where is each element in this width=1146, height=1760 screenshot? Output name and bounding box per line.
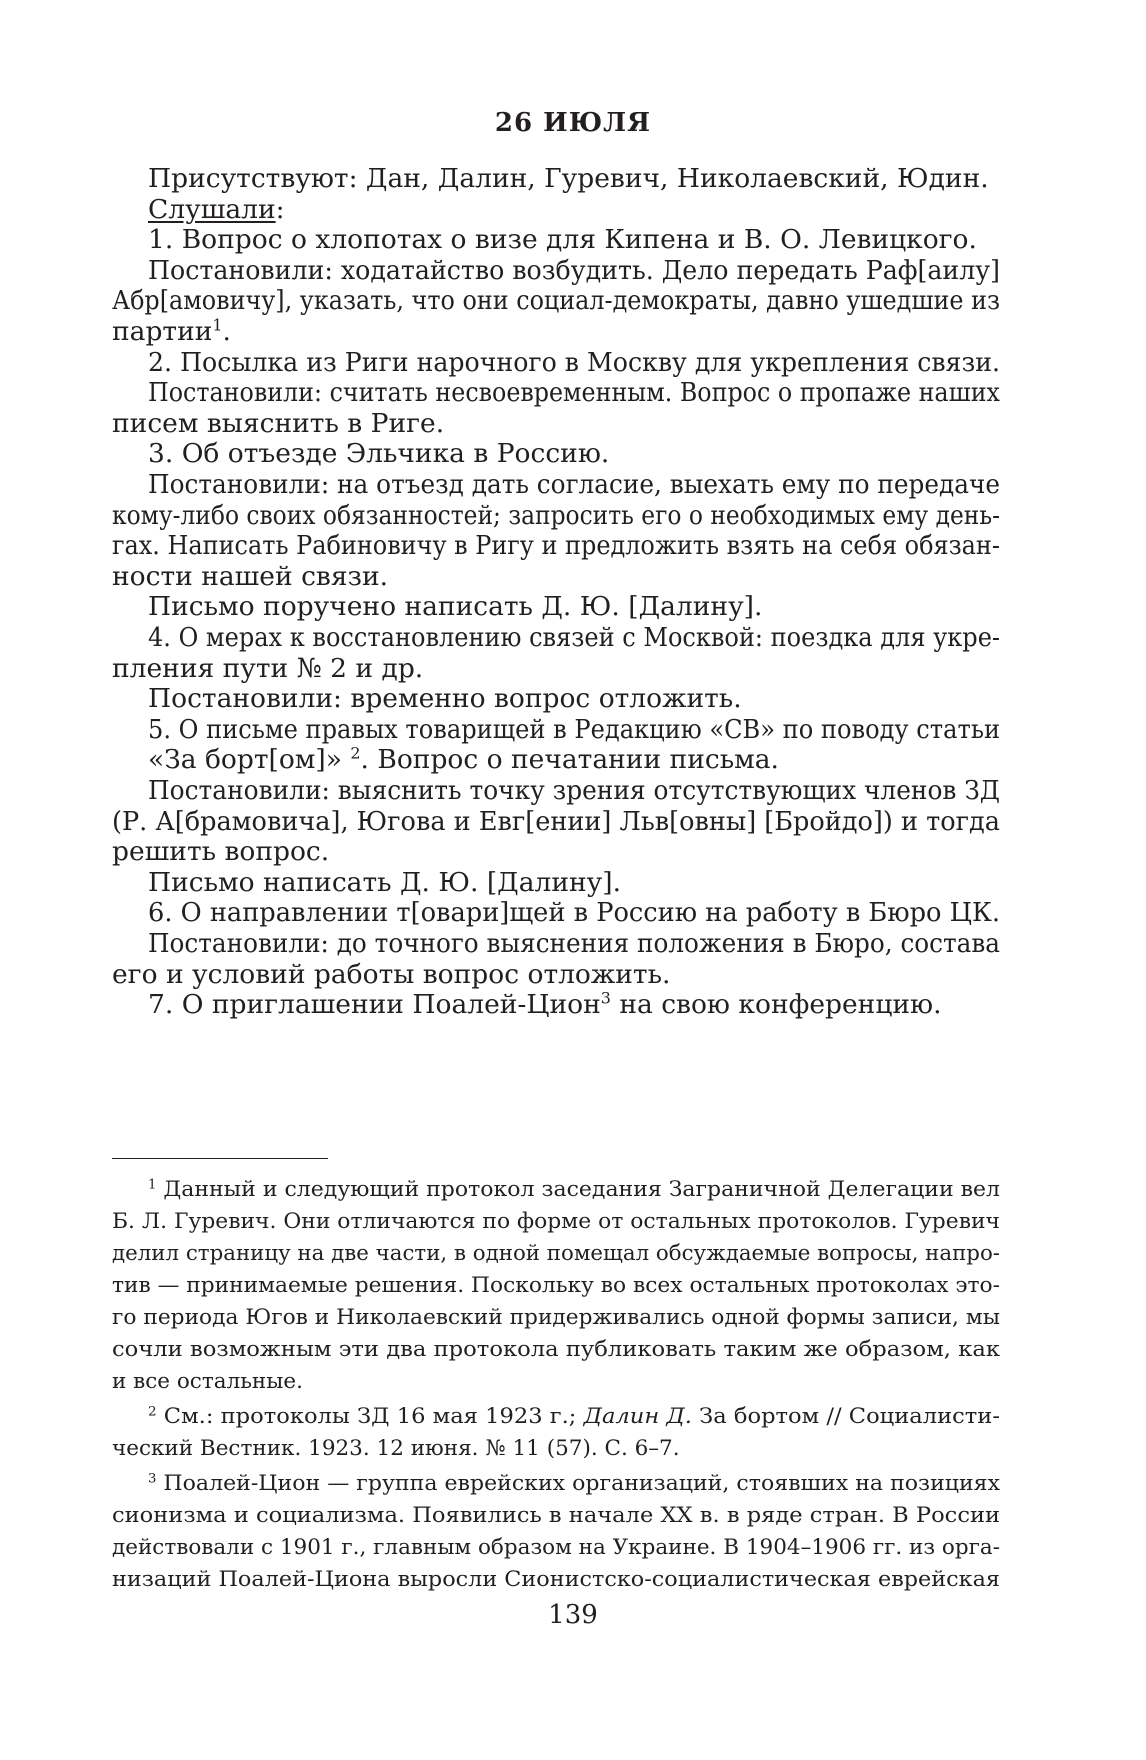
text-run: кому-либо своих обязанностей; запросить его о необходимых ему день- — [112, 499, 1000, 531]
footnote-line — [112, 1536, 1000, 1561]
text-run: 1. Вопрос о хлопотах о визе для Кипена и В. О. Левицкого. — [148, 224, 977, 256]
body-line — [112, 501, 1000, 531]
body-line — [112, 654, 423, 684]
text-run: пления пути № 2 и др. — [112, 652, 424, 684]
text-run: ческий Вестник. 1923. 12 июня. № 11 (57). С. 6–7. — [112, 1436, 680, 1461]
underlined-text: Слушали — [148, 193, 276, 225]
text-run: Постановили: временно вопрос отложить. — [148, 683, 742, 715]
text-run: низаций Поалей-Циона выросли Сионистско-социалистическая еврейская — [112, 1567, 1001, 1592]
body-line — [148, 195, 285, 225]
text-run: Абр[амовичу], указать, что они социал-демократы, давно ушедшие из — [112, 285, 1001, 317]
body-line — [148, 929, 1000, 959]
body-line — [112, 562, 388, 592]
text-run: Письмо поручено написать Д. Ю. [Далину]. — [148, 591, 763, 623]
footnote-line — [148, 1405, 1000, 1430]
text-run: партии — [112, 316, 213, 347]
text-run: сионизма и социализма. Появились в начале XX в. в ряде стран. В России — [112, 1503, 1001, 1528]
body-line — [148, 348, 1000, 378]
footnote-line — [112, 1210, 1000, 1235]
text-run: За бортом // Социалисти- — [691, 1404, 1000, 1429]
footnote-ref: 3 — [600, 988, 611, 1008]
italic-text: Далин Д. — [583, 1404, 692, 1429]
text-run: делил страницу на две части, в одной помещал обсуждаемые вопросы, напро- — [112, 1241, 1000, 1266]
text-run: : — [275, 193, 285, 225]
text-run: ности нашей связи. — [112, 560, 389, 592]
body-line — [148, 225, 977, 255]
body-line — [112, 960, 670, 990]
footnote-line — [112, 1338, 1000, 1363]
text-run: Постановили: до точного выяснения положения в Бюро, состава — [148, 928, 1001, 959]
text-run: . Вопрос о печатании письма. — [360, 744, 779, 776]
body-line — [148, 592, 762, 622]
text-run: Постановили: выяснить точку зрения отсутствующих членов ЗД — [148, 775, 1001, 806]
text-run: 4. О мерах к восстановлению связей с Москвой: поездка для укре- — [148, 622, 1001, 653]
footnote-ref: 2 — [350, 743, 361, 763]
body-line — [148, 868, 621, 898]
text-run: Данный и следующий протокол заседания Заграничной Делегации вел — [156, 1177, 1000, 1202]
footnote-separator — [112, 1158, 328, 1159]
body-line — [148, 776, 1000, 806]
text-run: Поалей-Цион — группа еврейских организаций, стоявших на позициях — [156, 1471, 1001, 1496]
text-run: тив — принимаемые решения. Поскольку во всех остальных протоколах это- — [112, 1273, 1000, 1298]
body-line — [148, 715, 1000, 745]
body-line — [148, 378, 1000, 408]
footnote-ref: 1 — [212, 315, 223, 335]
text-run: и все остальные. — [112, 1369, 303, 1394]
body-line — [112, 317, 231, 347]
body-line — [148, 439, 609, 469]
footnote-line — [112, 1242, 1000, 1267]
footnote-line — [112, 1504, 1000, 1529]
text-run: действовали с 1901 г., главным образом на Украине. В 1904–1906 гг. из орга- — [112, 1535, 1000, 1560]
text-run: См.: протоколы ЗД 16 мая 1923 г.; — [156, 1404, 584, 1429]
section-heading: 26 ИЮЛЯ — [494, 108, 652, 138]
text-run: Постановили: ходатайство возбудить. Дело передать Раф[аилу] — [148, 254, 1001, 286]
body-line — [112, 531, 1000, 561]
text-run: Б. Л. Гуревич. Они отличаются по форме от остальных протоколов. Гуревич — [112, 1209, 1000, 1234]
footnote-ref: 1 — [148, 1177, 157, 1193]
body-line — [148, 684, 742, 714]
text-run: 5. О письме правых товарищей в Редакцию «СВ» по поводу статьи — [148, 713, 1001, 745]
footnote-line — [148, 1178, 1000, 1203]
text-run: . — [222, 316, 231, 347]
page-number: 139 — [548, 1600, 598, 1630]
text-run: Постановили: считать несвоевременным. Вопрос о пропаже наших — [148, 377, 1000, 409]
body-line — [148, 745, 779, 775]
text-run: 7. О приглашении Поалей-Цион — [148, 989, 601, 1021]
footnote-line — [112, 1370, 303, 1395]
footnote-line — [148, 1472, 1000, 1497]
body-line — [148, 470, 1000, 500]
text-run: 2. Посылка из Риги нарочного в Москву для укрепления связи. — [148, 346, 1001, 378]
text-run: «За борт[ом]» — [148, 744, 351, 776]
text-run: (Р. А[брамовича], Югова и Евг[ении] Льв[овны] [Бройдо]) и тогда — [112, 805, 1000, 837]
text-run: писем выяснить в Риге. — [112, 407, 445, 439]
body-line — [148, 623, 1000, 653]
body-line — [148, 256, 1000, 286]
body-line — [112, 409, 444, 439]
body-line — [148, 898, 1000, 928]
footnote-ref: 3 — [148, 1471, 157, 1487]
text-run: его и условий работы вопрос отложить. — [112, 958, 671, 990]
text-run: решить вопрос. — [112, 836, 330, 868]
body-line — [112, 286, 1000, 316]
text-run: гах. Написать Рабиновичу в Ригу и предложить взять на себя обязан- — [112, 530, 1000, 562]
footnote-line — [112, 1437, 680, 1462]
text-run: Письмо написать Д. Ю. [Далину]. — [148, 866, 622, 898]
text-run: Постановили: на отъезд дать согласие, выехать ему по передаче — [148, 469, 1001, 500]
body-line — [148, 990, 942, 1020]
text-run: го периода Югов и Николаевский придерживались одной формы записи, мы — [112, 1305, 1001, 1330]
text-run: 3. Об отъезде Эльчика в Россию. — [148, 438, 610, 470]
text-run: сочли возможным эти два протокола публиковать таким же образом, как — [112, 1337, 1001, 1362]
text-run: на свою конференцию. — [610, 989, 942, 1021]
body-line — [112, 837, 329, 867]
body-line — [148, 164, 989, 194]
footnote-ref: 2 — [148, 1404, 157, 1420]
text-run: 6. О направлении т[овари]щей в Россию на работу в Бюро ЦК. — [148, 897, 1001, 929]
footnote-line — [112, 1306, 1000, 1331]
text-run: Присутствуют: Дан, Далин, Гуревич, Николаевский, Юдин. — [148, 163, 989, 194]
footnote-line — [112, 1274, 1000, 1299]
footnote-line — [112, 1568, 1000, 1593]
body-line — [112, 807, 1000, 837]
